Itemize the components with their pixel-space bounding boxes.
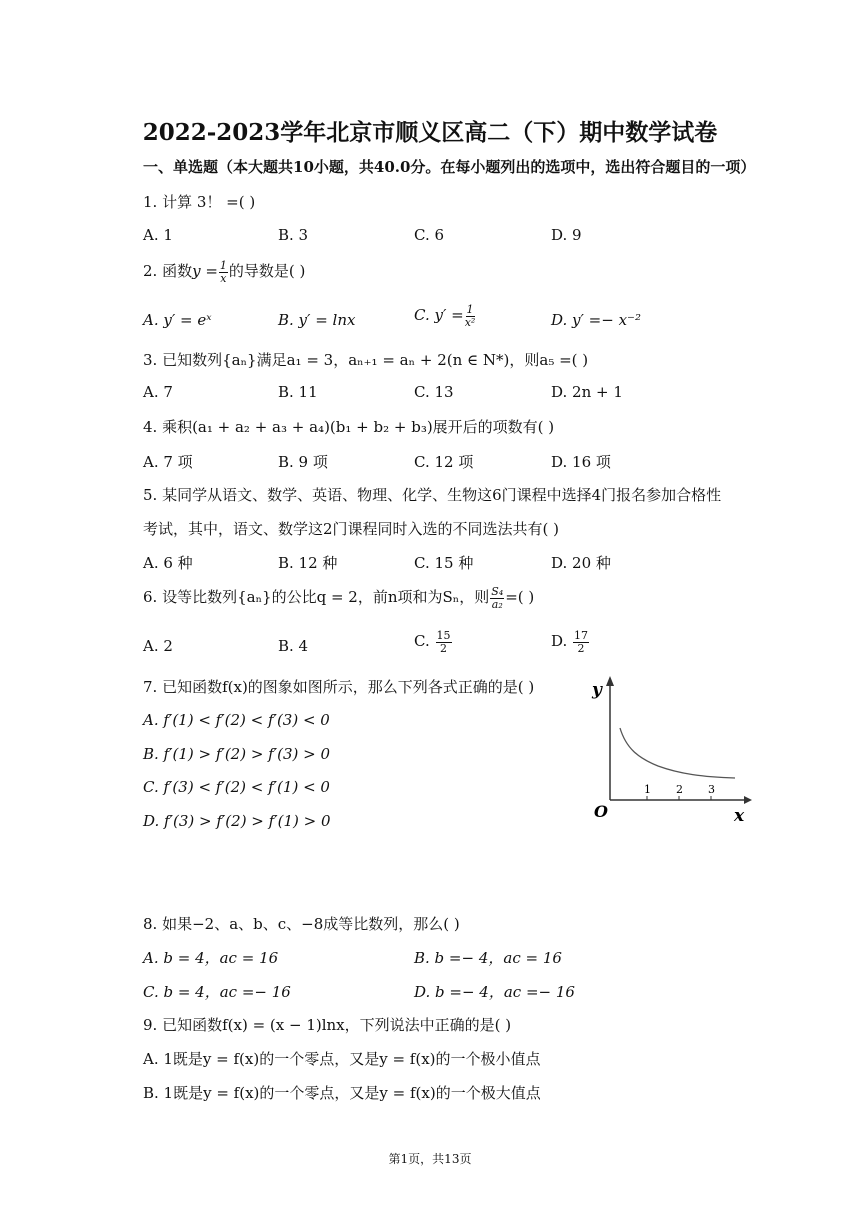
q2-option-b: B. y′ = lnx bbox=[278, 311, 356, 329]
question-2-stem bbox=[143, 260, 305, 284]
q2-frac-num: 1 bbox=[219, 259, 227, 272]
curve bbox=[620, 728, 735, 778]
question-3-stem: 3. 已知数列{aₙ}满足a₁ = 3，aₙ₊₁ = aₙ + 2(n ∈ N*)，则a₅ =( ) bbox=[143, 351, 589, 369]
question-6-stem bbox=[143, 586, 534, 610]
q6-stem-pre: 6. 设等比数列{aₙ}的公比q = 2，前n项和为Sₙ，则 bbox=[143, 588, 490, 607]
tick-label-1: 1 bbox=[644, 783, 651, 796]
origin-label: O bbox=[594, 802, 608, 821]
q4-option-a: A. 7 项 bbox=[143, 453, 193, 471]
question-9-stem: 9. 已知函数f(x) = (x − 1)lnx，下列说法中正确的是( ) bbox=[143, 1016, 512, 1034]
tick-label-3: 3 bbox=[708, 783, 715, 796]
function-graph bbox=[588, 676, 752, 826]
q8-option-b: B. b =− 4，ac = 16 bbox=[414, 949, 562, 967]
q3-option-d: D. 2n + 1 bbox=[551, 383, 623, 401]
q2-option-d: D. y′ =− x⁻² bbox=[551, 311, 641, 329]
q6-d-num: 17 bbox=[574, 629, 589, 642]
q5-option-d: D. 20 种 bbox=[551, 554, 611, 572]
q3-option-a: A. 7 bbox=[143, 383, 173, 401]
q9-option-a: A. 1既是y = f(x)的一个零点，又是y = f(x)的一个极小值点 bbox=[143, 1050, 541, 1068]
q6-d-fraction bbox=[573, 630, 589, 654]
q5-option-a: A. 6 种 bbox=[143, 554, 193, 572]
q7-option-c: C. f′(3) < f′(2) < f′(1) < 0 bbox=[143, 778, 330, 796]
y-axis-label: y bbox=[592, 680, 602, 700]
q5-option-b: B. 12 种 bbox=[278, 554, 338, 572]
page-footer: 第1页，共13页 bbox=[388, 1152, 472, 1166]
q4-option-b: B. 9 项 bbox=[278, 453, 328, 471]
page-title: 2022-2023学年北京市顺义区高二（下）期中数学试卷 bbox=[142, 119, 718, 146]
q2-fraction bbox=[219, 260, 228, 284]
q6-option-a: A. 2 bbox=[143, 637, 173, 655]
q7-option-d: D. f′(3) > f′(2) > f′(1) > 0 bbox=[143, 812, 331, 830]
q6-c-fraction bbox=[436, 630, 452, 654]
q9-option-b: B. 1既是y = f(x)的一个零点，又是y = f(x)的一个极大值点 bbox=[143, 1084, 541, 1102]
q1-option-b: B. 3 bbox=[278, 226, 309, 244]
q2-stem-post: 的导数是( ) bbox=[228, 262, 306, 281]
tick-label-2: 2 bbox=[676, 783, 683, 796]
q6-option-b: B. 4 bbox=[278, 637, 309, 655]
q6-frac-den: a₂ bbox=[491, 597, 503, 611]
q6-d-pre: D. bbox=[551, 632, 568, 651]
q2-c-num: 1 bbox=[466, 303, 474, 316]
q6-stem-post: =( ) bbox=[505, 588, 535, 607]
x-axis-arrow bbox=[744, 796, 752, 804]
q7-option-a: A. f′(1) < f′(2) < f′(3) < 0 bbox=[143, 711, 330, 729]
q4-option-c: C. 12 项 bbox=[414, 453, 474, 471]
q8-option-a: A. b = 4，ac = 16 bbox=[143, 949, 279, 967]
q3-option-b: B. 11 bbox=[278, 383, 318, 401]
question-7-stem: 7. 已知函数f(x)的图象如图所示，那么下列各式正确的是( ) bbox=[143, 678, 535, 696]
q6-fraction bbox=[490, 586, 504, 610]
q3-option-c: C. 13 bbox=[414, 383, 454, 401]
question-5-stem-line1: 5. 某同学从语文、数学、英语、物理、化学、生物这6门课程中选择4门报名参加合格性 bbox=[143, 486, 722, 504]
q7-option-b: B. f′(1) > f′(2) > f′(3) > 0 bbox=[143, 745, 331, 763]
q2-c-fraction bbox=[465, 304, 476, 328]
q2-frac-den: x bbox=[220, 271, 227, 285]
q2-y-eq: y = bbox=[192, 262, 218, 281]
question-5-stem-line2: 考试，其中，语文、数学这2门课程同时入选的不同选法共有( ) bbox=[143, 520, 560, 538]
q6-c-den: 2 bbox=[440, 641, 447, 655]
q5-option-c: C. 15 种 bbox=[414, 554, 474, 572]
q2-c-den: x² bbox=[464, 315, 476, 329]
q6-option-c bbox=[414, 630, 453, 654]
section-heading: 一、单选题（本大题共10小题，共40.0分。在每小题列出的选项中，选出符合题目的一项） bbox=[143, 158, 756, 176]
q6-frac-num: S₄ bbox=[491, 585, 504, 598]
question-4-stem: 4. 乘积(a₁ + a₂ + a₃ + a₄)(b₁ + b₂ + b₃)展开后的项数有( ) bbox=[143, 418, 555, 436]
q6-c-num: 15 bbox=[436, 629, 451, 642]
q2-c-pre: C. y′ = bbox=[414, 306, 464, 325]
q8-option-c: C. b = 4，ac =− 16 bbox=[143, 983, 291, 1001]
q8-option-d: D. b =− 4，ac =− 16 bbox=[414, 983, 575, 1001]
q1-option-c: C. 6 bbox=[414, 226, 445, 244]
q6-c-pre: C. bbox=[414, 632, 430, 651]
question-8-stem: 8. 如果−2、a、b、c、−8成等比数列，那么( ) bbox=[143, 915, 460, 933]
q2-stem-pre: 2. 函数 bbox=[143, 262, 193, 281]
question-1-stem: 1. 计算 3！ =( ) bbox=[143, 193, 256, 211]
q6-d-den: 2 bbox=[577, 641, 585, 655]
q2-option-c bbox=[414, 304, 476, 328]
q4-option-d: D. 16 项 bbox=[551, 453, 611, 471]
x-axis-label: x bbox=[734, 806, 745, 826]
q1-option-d: D. 9 bbox=[551, 226, 582, 244]
q1-option-a: A. 1 bbox=[143, 226, 173, 244]
q6-option-d bbox=[551, 630, 590, 654]
q2-option-a: A. y′ = eˣ bbox=[143, 311, 212, 329]
y-axis-arrow bbox=[606, 676, 614, 686]
